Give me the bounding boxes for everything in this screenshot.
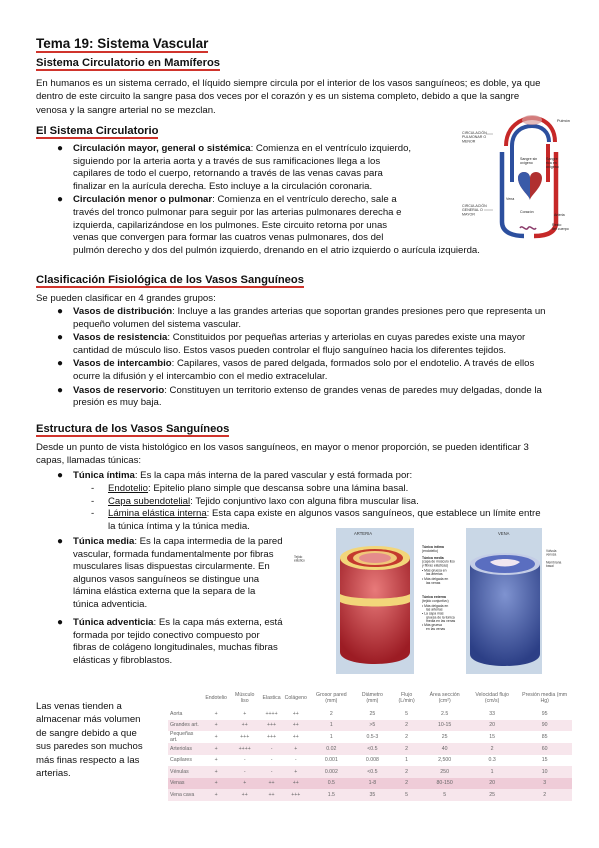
table-header: Grosor pared (mm) <box>316 692 347 704</box>
table-cell: 3 <box>517 778 572 790</box>
list-item: ● Vasos de reservorio: Constituyen un territorio extenso de grandes venas de paredes muy delgadas, donde la presión es muy baja. <box>57 384 542 409</box>
svg-text:Pulmón: Pulmón <box>557 119 570 123</box>
table-cell: - <box>270 757 273 764</box>
table-cell: ++ <box>260 789 282 801</box>
svg-text:Sangrerica enoxígeno: Sangre rica en oxígeno <box>546 157 559 169</box>
table-cell: ++ <box>229 720 261 732</box>
clasificacion-intro: Se pueden clasificar en 4 grandes grupos: <box>36 293 216 304</box>
section-heading-mamiferos: Sistema Circulatorio en Mamíferos <box>36 57 221 69</box>
table-header: Colágeno <box>284 695 307 701</box>
tunica-intima-sublist <box>91 483 568 533</box>
table-cell: Arteriolas <box>168 743 203 755</box>
table-cell: 10-15 <box>422 720 467 732</box>
table-cell: >5 <box>354 720 391 732</box>
vessel-data-table <box>168 688 572 801</box>
list-item: - Capa subendotelial: Tejido conjuntivo laxo con alguna fibra muscular lisa. <box>91 495 419 507</box>
table-cell: 20 <box>467 720 517 732</box>
svg-text:Restodel cuerpo: Resto del cuerpo <box>552 223 569 231</box>
page-title: Tema 19: Sistema Vascular <box>36 36 209 51</box>
side-note: Las venas tienden a almacenar más volumen de sangre debido a que sus paredes son muchos más finas respecto a las arterias. <box>36 701 143 780</box>
table-cell: 2.5 <box>441 710 449 717</box>
table-cell: ++ <box>292 710 299 717</box>
table-header: Flujo (L/min) <box>398 692 415 704</box>
table-row <box>168 708 572 720</box>
table-cell: Vénulas <box>168 766 203 778</box>
table-cell: 10 <box>517 766 572 778</box>
table-cell: 2,500 <box>438 757 452 764</box>
table-row <box>168 731 572 743</box>
svg-text:Corazón: Corazón <box>520 210 534 214</box>
svg-text:Arteria: Arteria <box>554 213 565 217</box>
table-cell: 250 <box>422 766 467 778</box>
table-cell: + <box>283 766 309 778</box>
table-cell: - <box>243 757 246 764</box>
table-cell: ++++ <box>229 743 261 755</box>
table-cell: + <box>214 734 218 740</box>
table-cell: Grandes art. <box>168 720 203 732</box>
table-cell: + <box>203 778 229 790</box>
table-cell: <0.5 <box>354 766 391 778</box>
table-cell: + <box>214 757 218 764</box>
table-cell: 2 <box>391 766 422 778</box>
list-item: ● Vasos de resistencia: Constituidos por pequeñas arterias y arteriolas en cuyas paredes existe una mayor cantidad de músculo liso. Estos vasos pueden controlar el flujo sanguíneo hacia los diferentes tejidos. <box>57 332 526 356</box>
svg-text:Tejidoelástico: Tejido elástico <box>294 555 305 563</box>
svg-text:Vena: Vena <box>506 197 515 201</box>
table-cell: 0.002 <box>309 766 354 778</box>
table-cell: 25 <box>441 734 448 740</box>
table-cell: - <box>294 757 297 764</box>
table-cell: 60 <box>517 743 572 755</box>
table-cell: 5 <box>422 789 467 801</box>
table-cell: Capilares <box>170 757 192 764</box>
section-heading-estructura: Estructura de los Vasos Sanguíneos <box>36 423 230 435</box>
svg-text:VálvulavenosaMembranabasal: Válvula venosa Membrana basal <box>546 549 562 569</box>
table-cell: ++ <box>283 778 309 790</box>
svg-text:VENA: VENA <box>498 531 510 536</box>
table-cell: 1.5 <box>309 789 354 801</box>
section-heading-sistema: El Sistema Circulatorio <box>36 125 159 137</box>
table-row <box>168 755 572 767</box>
svg-text:CIRCULACIÓNGENERAL OMAYOR: CIRCULACIÓN GENERAL O MAYOR <box>462 204 487 217</box>
svg-text:Sangre sinoxígeno: Sangre sin oxígeno <box>520 157 538 165</box>
table-cell: <0.5 <box>354 743 391 755</box>
table-cell: Aorta <box>170 710 183 717</box>
table-cell: 0.02 <box>309 743 354 755</box>
table-cell: 20 <box>467 778 517 790</box>
table-cell: + <box>203 743 229 755</box>
list-item: ● Circulación mayor, general o sistémica: Comienza en el ventrículo izquierdo, siguiendo por la arteria aorta y a través de sus ramificaciones llega a los capilares de todo el cuerpo, retornando a través de las venas cavas para finalizar en la aurícula derecha. Esto incluye a la circulación coronaria. <box>57 143 412 192</box>
table-cell: 2 <box>329 710 333 717</box>
table-cell: +++ <box>267 734 277 740</box>
table-cell: 0.008 <box>365 757 379 764</box>
table-header: Elastica <box>262 695 281 701</box>
table-row <box>168 778 572 790</box>
table-cell: 0.5 <box>309 778 354 790</box>
table-cell: 1 <box>309 720 354 732</box>
table-cell: +++ <box>240 734 250 740</box>
tunica-media-item: ● Túnica media: Es la capa intermedia de la pared vascular, formada fundamentalmente por fibras musculares lisas dispuestas circularmente. En algunos vasos sanguíneos se distingue una lámina elástica externa que la separa de la túnica adventicia. <box>57 536 283 610</box>
list-item: ● Vasos de intercambio: Capilares, vasos de pared delgada, formados solo por el endotelio. A través de ellos ocurre la difusión y el intercambio con el medio extracelular. <box>57 358 535 382</box>
table-cell: 5 <box>391 789 422 801</box>
table-cell: 1-8 <box>354 778 391 790</box>
table-cell: Vena cava <box>168 789 203 801</box>
table-cell: - <box>260 743 282 755</box>
table-cell: + <box>283 743 309 755</box>
table-cell: + <box>203 789 229 801</box>
table-cell: +++ <box>260 720 282 732</box>
table-cell: + <box>229 778 261 790</box>
table-cell: Pequeñas art. <box>170 731 194 743</box>
table-cell: 1 <box>467 766 517 778</box>
table-cell: ++ <box>260 778 282 790</box>
table-header: Músculo liso <box>235 692 255 704</box>
table-cell: 35 <box>354 789 391 801</box>
table-cell: 2 <box>391 778 422 790</box>
table-cell: 80-150 <box>422 778 467 790</box>
table-cell: + <box>203 720 229 732</box>
table-cell: 95 <box>541 710 548 717</box>
table-cell: 40 <box>422 743 467 755</box>
table-cell: ++++ <box>265 710 278 717</box>
table-header <box>168 688 203 708</box>
table-cell: ++ <box>283 720 309 732</box>
svg-text:Túnica íntima(endotelio): Túnica íntima (endotelio) Túnica media (capa de músculo liso y fibras elásticas) • Más gruesa en las arterias • Más delgada en las venas Túnica externa (tejido conjuntivo) • Más delgada en las arterias • La capa más gruesa de la túnica media en las venas • Más gruesa en las venas <box>422 545 456 631</box>
table-header: Endotelio <box>205 695 227 701</box>
paragraph-intro: En humanos es un sistema cerrado, el líquido siempre circula por el interior de los vasos sanguíneos; es doble, ya que dentro de este circuito la sangre pasa dos veces por el corazón y es un sistema completo, debido a que la sangre venosa y la sangre arterial no se mezclan. <box>36 78 541 116</box>
table-header: Diámetro (mm) <box>361 692 383 704</box>
table-cell: 1 <box>405 757 409 764</box>
table-cell: 2 <box>391 720 422 732</box>
table-cell: + <box>203 766 229 778</box>
table-cell: 15 <box>489 734 495 740</box>
table-cell: 2 <box>405 734 409 740</box>
table-cell: 25 <box>467 789 517 801</box>
table-cell: ++ <box>292 734 299 740</box>
table-row <box>168 789 572 801</box>
table-cell: 0.5-3 <box>366 734 379 740</box>
table-cell: 2 <box>467 743 517 755</box>
circulation-diagram <box>460 112 568 240</box>
table-cell: 85 <box>541 734 548 740</box>
table-row <box>168 720 572 732</box>
table-cell: 25 <box>369 710 376 717</box>
table-header: Área sección (cm²) <box>429 692 460 704</box>
table-cell: 90 <box>517 720 572 732</box>
table-cell: + <box>214 710 218 717</box>
table-cell: - <box>260 766 282 778</box>
tunica-intima-item: ● Túnica íntima: Es la capa más interna de la pared vascular y está formada por: <box>57 470 413 481</box>
table-cell: 33 <box>489 710 495 717</box>
table-cell: 15 <box>541 757 548 764</box>
table-cell: 2 <box>517 789 572 801</box>
table-row <box>168 743 572 755</box>
table-cell: ++ <box>229 789 261 801</box>
table-cell: - <box>229 766 261 778</box>
table-row <box>168 766 572 778</box>
table-cell: Venas <box>168 778 203 790</box>
list-item: - Lámina elástica interna: Esta capa existe en algunos vasos sanguíneos, que establece un límite entre la túnica íntima y la túnica media. <box>91 508 541 532</box>
table-cell: + <box>243 710 247 717</box>
table-cell: 0.3 <box>488 757 496 764</box>
table-cell: 0.001 <box>324 757 338 764</box>
table-cell: 2 <box>391 743 422 755</box>
table-cell: 1 <box>329 734 333 740</box>
clasificacion-list <box>57 306 573 410</box>
table-cell: +++ <box>283 789 309 801</box>
list-item: - Endotelio: Epitelio plano simple que descansa sobre una lámina basal. <box>91 483 409 494</box>
svg-text:CIRCULACIÓNPULMONAR OMENOR: CIRCULACIÓN PULMONAR O MENOR <box>462 131 487 144</box>
table-header: Velocidad flujo (cm/s) <box>475 692 509 704</box>
list-item: ● Circulación menor o pulmonar: Comienza en el ventrículo derecho, sale a través del tronco pulmonar para seguir por las arterias pulmonares derecha e izquierda, capilarizándose en los pulmones. Este circuito retorna por unas venas que convergen para formar las cuatros venas pulmonares, dos del pulmón derecho y dos del pulmón izquierdo, drenando en el atrio izquierdo o aurícula izquierda. <box>57 194 480 256</box>
list-item: ● Vasos de distribución: Incluye a las grandes arterias que soportan grandes presiones pero que representa un pequeño volumen del sistema vascular. <box>57 306 546 330</box>
vessel-structure-figure <box>290 528 572 676</box>
estructura-intro: Desde un punto de vista histológico en los vasos sanguíneos, en mayor o menor proporción, se pueden identificar 3 capas, llamadas túnicas: <box>36 442 529 467</box>
tunica-adventicia-item: ● Túnica adventicia: Es la capa más externa, está formada por tejido conectivo compuesto por fibras de colágeno longitudinales, muchas fibras elásticas y fibroblastos. <box>57 617 283 666</box>
section-heading-clasificacion: Clasificación Fisiológica de los Vasos Sanguíneos <box>36 274 304 286</box>
svg-text:ARTERIA: ARTERIA <box>354 531 373 536</box>
table-cell: 5 <box>405 710 409 717</box>
table-header: Presión media (mm Hg) <box>522 692 568 704</box>
